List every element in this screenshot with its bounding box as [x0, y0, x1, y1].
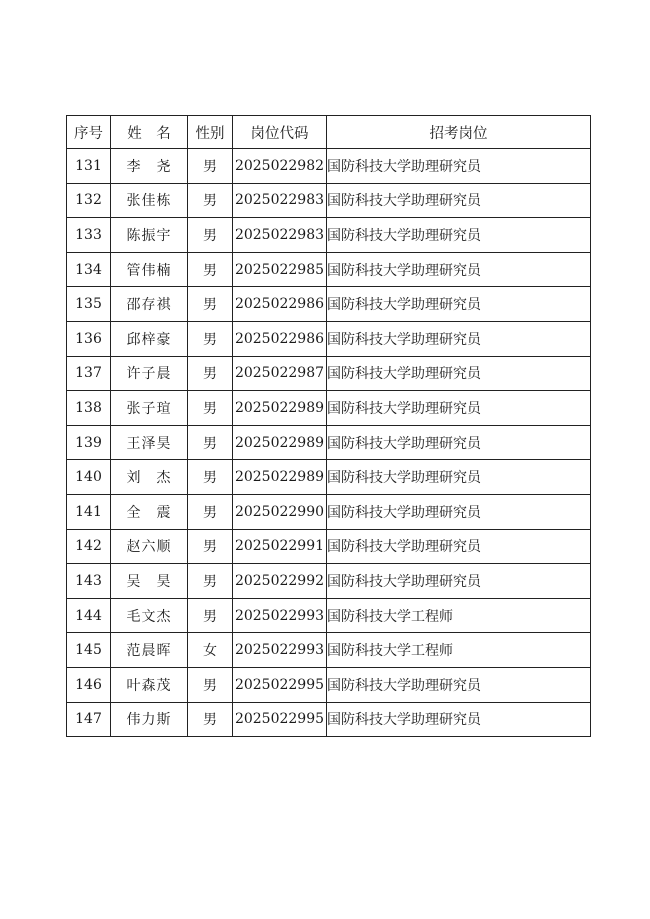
cell-recruitment-position: 国防科技大学助理研究员 [327, 218, 591, 253]
roster-table [66, 115, 591, 737]
cell-name: 赵六顺 [111, 529, 188, 564]
cell-gender: 男 [188, 287, 233, 322]
cell-position-code: 2025022990 [233, 494, 327, 529]
header-serial-number: 序号 [67, 116, 111, 149]
cell-position-code: 2025022986 [233, 287, 327, 322]
cell-position-code: 2025022989 [233, 391, 327, 426]
cell-name: 陈振宇 [111, 218, 188, 253]
cell-serial-number: 141 [67, 494, 111, 529]
cell-gender: 男 [188, 702, 233, 737]
cell-gender: 男 [188, 356, 233, 391]
cell-serial-number: 138 [67, 391, 111, 426]
cell-gender: 男 [188, 218, 233, 253]
cell-serial-number: 143 [67, 564, 111, 599]
table-row [67, 564, 591, 599]
cell-gender: 女 [188, 633, 233, 668]
cell-recruitment-position: 国防科技大学工程师 [327, 633, 591, 668]
cell-position-code: 2025022993 [233, 633, 327, 668]
table-row [67, 633, 591, 668]
cell-serial-number: 139 [67, 425, 111, 460]
cell-position-code: 2025022983 [233, 218, 327, 253]
cell-name: 伟力斯 [111, 702, 188, 737]
cell-name: 王泽昊 [111, 425, 188, 460]
cell-gender: 男 [188, 425, 233, 460]
cell-gender: 男 [188, 667, 233, 702]
cell-serial-number: 147 [67, 702, 111, 737]
cell-gender: 男 [188, 183, 233, 218]
cell-serial-number: 140 [67, 460, 111, 495]
cell-recruitment-position: 国防科技大学助理研究员 [327, 564, 591, 599]
cell-serial-number: 135 [67, 287, 111, 322]
cell-name: 许子晨 [111, 356, 188, 391]
cell-gender: 男 [188, 391, 233, 426]
cell-recruitment-position: 国防科技大学助理研究员 [327, 321, 591, 356]
cell-position-code: 2025022992 [233, 564, 327, 599]
cell-name: 吴 昊 [111, 564, 188, 599]
table-row [67, 702, 591, 737]
table-header-row [67, 116, 591, 149]
cell-recruitment-position: 国防科技大学助理研究员 [327, 149, 591, 184]
cell-serial-number: 146 [67, 667, 111, 702]
table-row [67, 529, 591, 564]
cell-gender: 男 [188, 252, 233, 287]
table-row [67, 667, 591, 702]
header-gender: 性别 [188, 116, 233, 149]
cell-gender: 男 [188, 494, 233, 529]
table-row [67, 391, 591, 426]
cell-recruitment-position: 国防科技大学助理研究员 [327, 287, 591, 322]
cell-serial-number: 142 [67, 529, 111, 564]
cell-position-code: 2025022986 [233, 321, 327, 356]
cell-gender: 男 [188, 598, 233, 633]
cell-serial-number: 132 [67, 183, 111, 218]
cell-serial-number: 137 [67, 356, 111, 391]
table-row [67, 149, 591, 184]
cell-position-code: 2025022982 [233, 149, 327, 184]
table-row [67, 287, 591, 322]
cell-recruitment-position: 国防科技大学助理研究员 [327, 391, 591, 426]
table-row [67, 252, 591, 287]
cell-serial-number: 133 [67, 218, 111, 253]
cell-recruitment-position: 国防科技大学助理研究员 [327, 494, 591, 529]
cell-position-code: 2025022983 [233, 183, 327, 218]
header-name: 姓 名 [111, 116, 188, 149]
cell-recruitment-position: 国防科技大学助理研究员 [327, 667, 591, 702]
cell-serial-number: 144 [67, 598, 111, 633]
table-row [67, 356, 591, 391]
cell-recruitment-position: 国防科技大学助理研究员 [327, 460, 591, 495]
cell-recruitment-position: 国防科技大学助理研究员 [327, 425, 591, 460]
cell-name: 邱梓豪 [111, 321, 188, 356]
cell-position-code: 2025022985 [233, 252, 327, 287]
cell-position-code: 2025022995 [233, 667, 327, 702]
header-position-code: 岗位代码 [233, 116, 327, 149]
cell-name: 张佳栋 [111, 183, 188, 218]
cell-name: 李 尧 [111, 149, 188, 184]
table-body [67, 149, 591, 737]
cell-position-code: 2025022987 [233, 356, 327, 391]
cell-recruitment-position: 国防科技大学工程师 [327, 598, 591, 633]
table-row [67, 321, 591, 356]
cell-recruitment-position: 国防科技大学助理研究员 [327, 252, 591, 287]
cell-gender: 男 [188, 321, 233, 356]
cell-position-code: 2025022989 [233, 460, 327, 495]
cell-gender: 男 [188, 149, 233, 184]
table-row [67, 598, 591, 633]
cell-serial-number: 131 [67, 149, 111, 184]
cell-name: 邵存祺 [111, 287, 188, 322]
cell-position-code: 2025022995 [233, 702, 327, 737]
cell-recruitment-position: 国防科技大学助理研究员 [327, 356, 591, 391]
cell-position-code: 2025022989 [233, 425, 327, 460]
cell-name: 范晨晖 [111, 633, 188, 668]
cell-recruitment-position: 国防科技大学助理研究员 [327, 529, 591, 564]
table-row [67, 494, 591, 529]
cell-gender: 男 [188, 460, 233, 495]
cell-position-code: 2025022991 [233, 529, 327, 564]
cell-recruitment-position: 国防科技大学助理研究员 [327, 702, 591, 737]
header-recruitment-position: 招考岗位 [327, 116, 591, 149]
table-row [67, 183, 591, 218]
cell-name: 叶森茂 [111, 667, 188, 702]
table-row [67, 460, 591, 495]
table-row [67, 218, 591, 253]
cell-name: 管伟楠 [111, 252, 188, 287]
cell-gender: 男 [188, 529, 233, 564]
cell-name: 张子瑄 [111, 391, 188, 426]
table-row [67, 425, 591, 460]
cell-serial-number: 136 [67, 321, 111, 356]
cell-gender: 男 [188, 564, 233, 599]
cell-name: 全 震 [111, 494, 188, 529]
cell-recruitment-position: 国防科技大学助理研究员 [327, 183, 591, 218]
cell-serial-number: 134 [67, 252, 111, 287]
cell-name: 毛文杰 [111, 598, 188, 633]
cell-position-code: 2025022993 [233, 598, 327, 633]
cell-serial-number: 145 [67, 633, 111, 668]
cell-name: 刘 杰 [111, 460, 188, 495]
